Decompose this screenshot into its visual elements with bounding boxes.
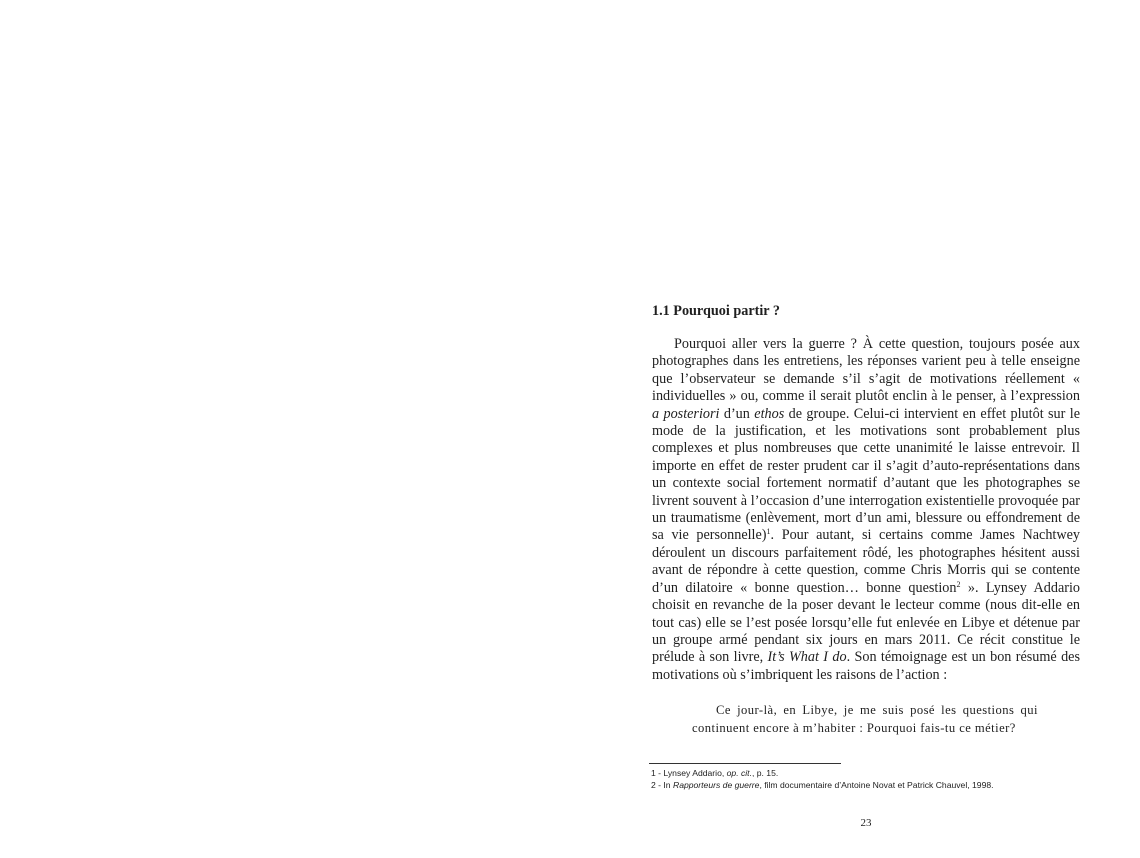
body-text: [652, 336, 1080, 684]
footnote-ref-2: 2: [956, 579, 961, 589]
page-number: 23: [860, 817, 872, 829]
footnote-text: , film documentaire d’Antoine Novat et Patrick Chauvel, 1998.: [759, 780, 994, 790]
body-paragraph: [652, 336, 1080, 684]
section-heading: 1.1 Pourquoi partir ?: [652, 303, 780, 319]
footnotes: [651, 767, 1091, 791]
footnote-italic: op. cit.: [726, 768, 752, 778]
text-run: . Pour autant, si certains comme James Nachtwey déroulent un discours parfaitement rôdé, les photographes hésitent aussi avant de répondre à cette question, comme Chris Morris qui se contente d’un dilatoire « bonne question… bonne question: [652, 527, 1080, 596]
book-title: It’s What I do: [767, 649, 847, 666]
text-run: de groupe. Celui-ci intervient en effet plutôt sur le mode de la justification, et les motivations sont probablement plus complexes et plus nombreuses que cette unanimité le laisse entrevoir. Il importe en effet de rester prudent car il s’agit d’auto-représentations dans un contexte social fortement normatif d’autant que les photographes se livrent souvent à l’occasion d’une interrogation existentielle provoquée par un traumatisme (enlèvement, mort d’un ami, blessure ou effondrement de sa vie personnelle): [652, 405, 1081, 544]
footnote-text: 2 - In: [651, 780, 673, 790]
footnote-1: [651, 767, 1091, 779]
text-run: ». Lynsey Addario choisit en revanche de la poser devant le lecteur comme (nous dit-elle en tout cas) elle se l’est posée lorsqu’elle fut enlevée en Libye et détenue par un groupe armé pendant six jours en mars 2011. Ce récit constitue le prélude à son livre,: [652, 579, 1080, 666]
footnote-2: [651, 779, 1091, 791]
italic-term: ethos: [754, 405, 785, 422]
footnote-italic: Rapporteurs de guerre: [672, 780, 760, 790]
footnote-text: 1 - Lynsey Addario,: [651, 768, 727, 778]
footnote-text: , p. 15.: [751, 768, 779, 778]
text-run: . Son témoignage est un bon résumé des motivations où s’imbriquent les raisons de l’action :: [652, 649, 1080, 683]
text-run: d’un: [719, 405, 755, 422]
text-run: Pourquoi aller vers la guerre ? À cette question, toujours posée aux photographes dans les entretiens, les réponses varient peu à telle enseigne que l’observateur se demande s’il s’agit de motivations réellement « individuelles » ou, comme il serait plutôt enclin à le penser, à l’expression: [652, 336, 1080, 405]
footnote-separator: [649, 763, 841, 764]
quote-text: Ce jour-là, en Libye, je me suis posé les questions qui continuent encore à m’habiter : Pourquoi fais-tu ce métier?: [692, 703, 1038, 735]
block-quote: [692, 702, 1038, 738]
italic-term: a posteriori: [652, 405, 720, 422]
footnote-ref-1: 1: [766, 527, 771, 537]
